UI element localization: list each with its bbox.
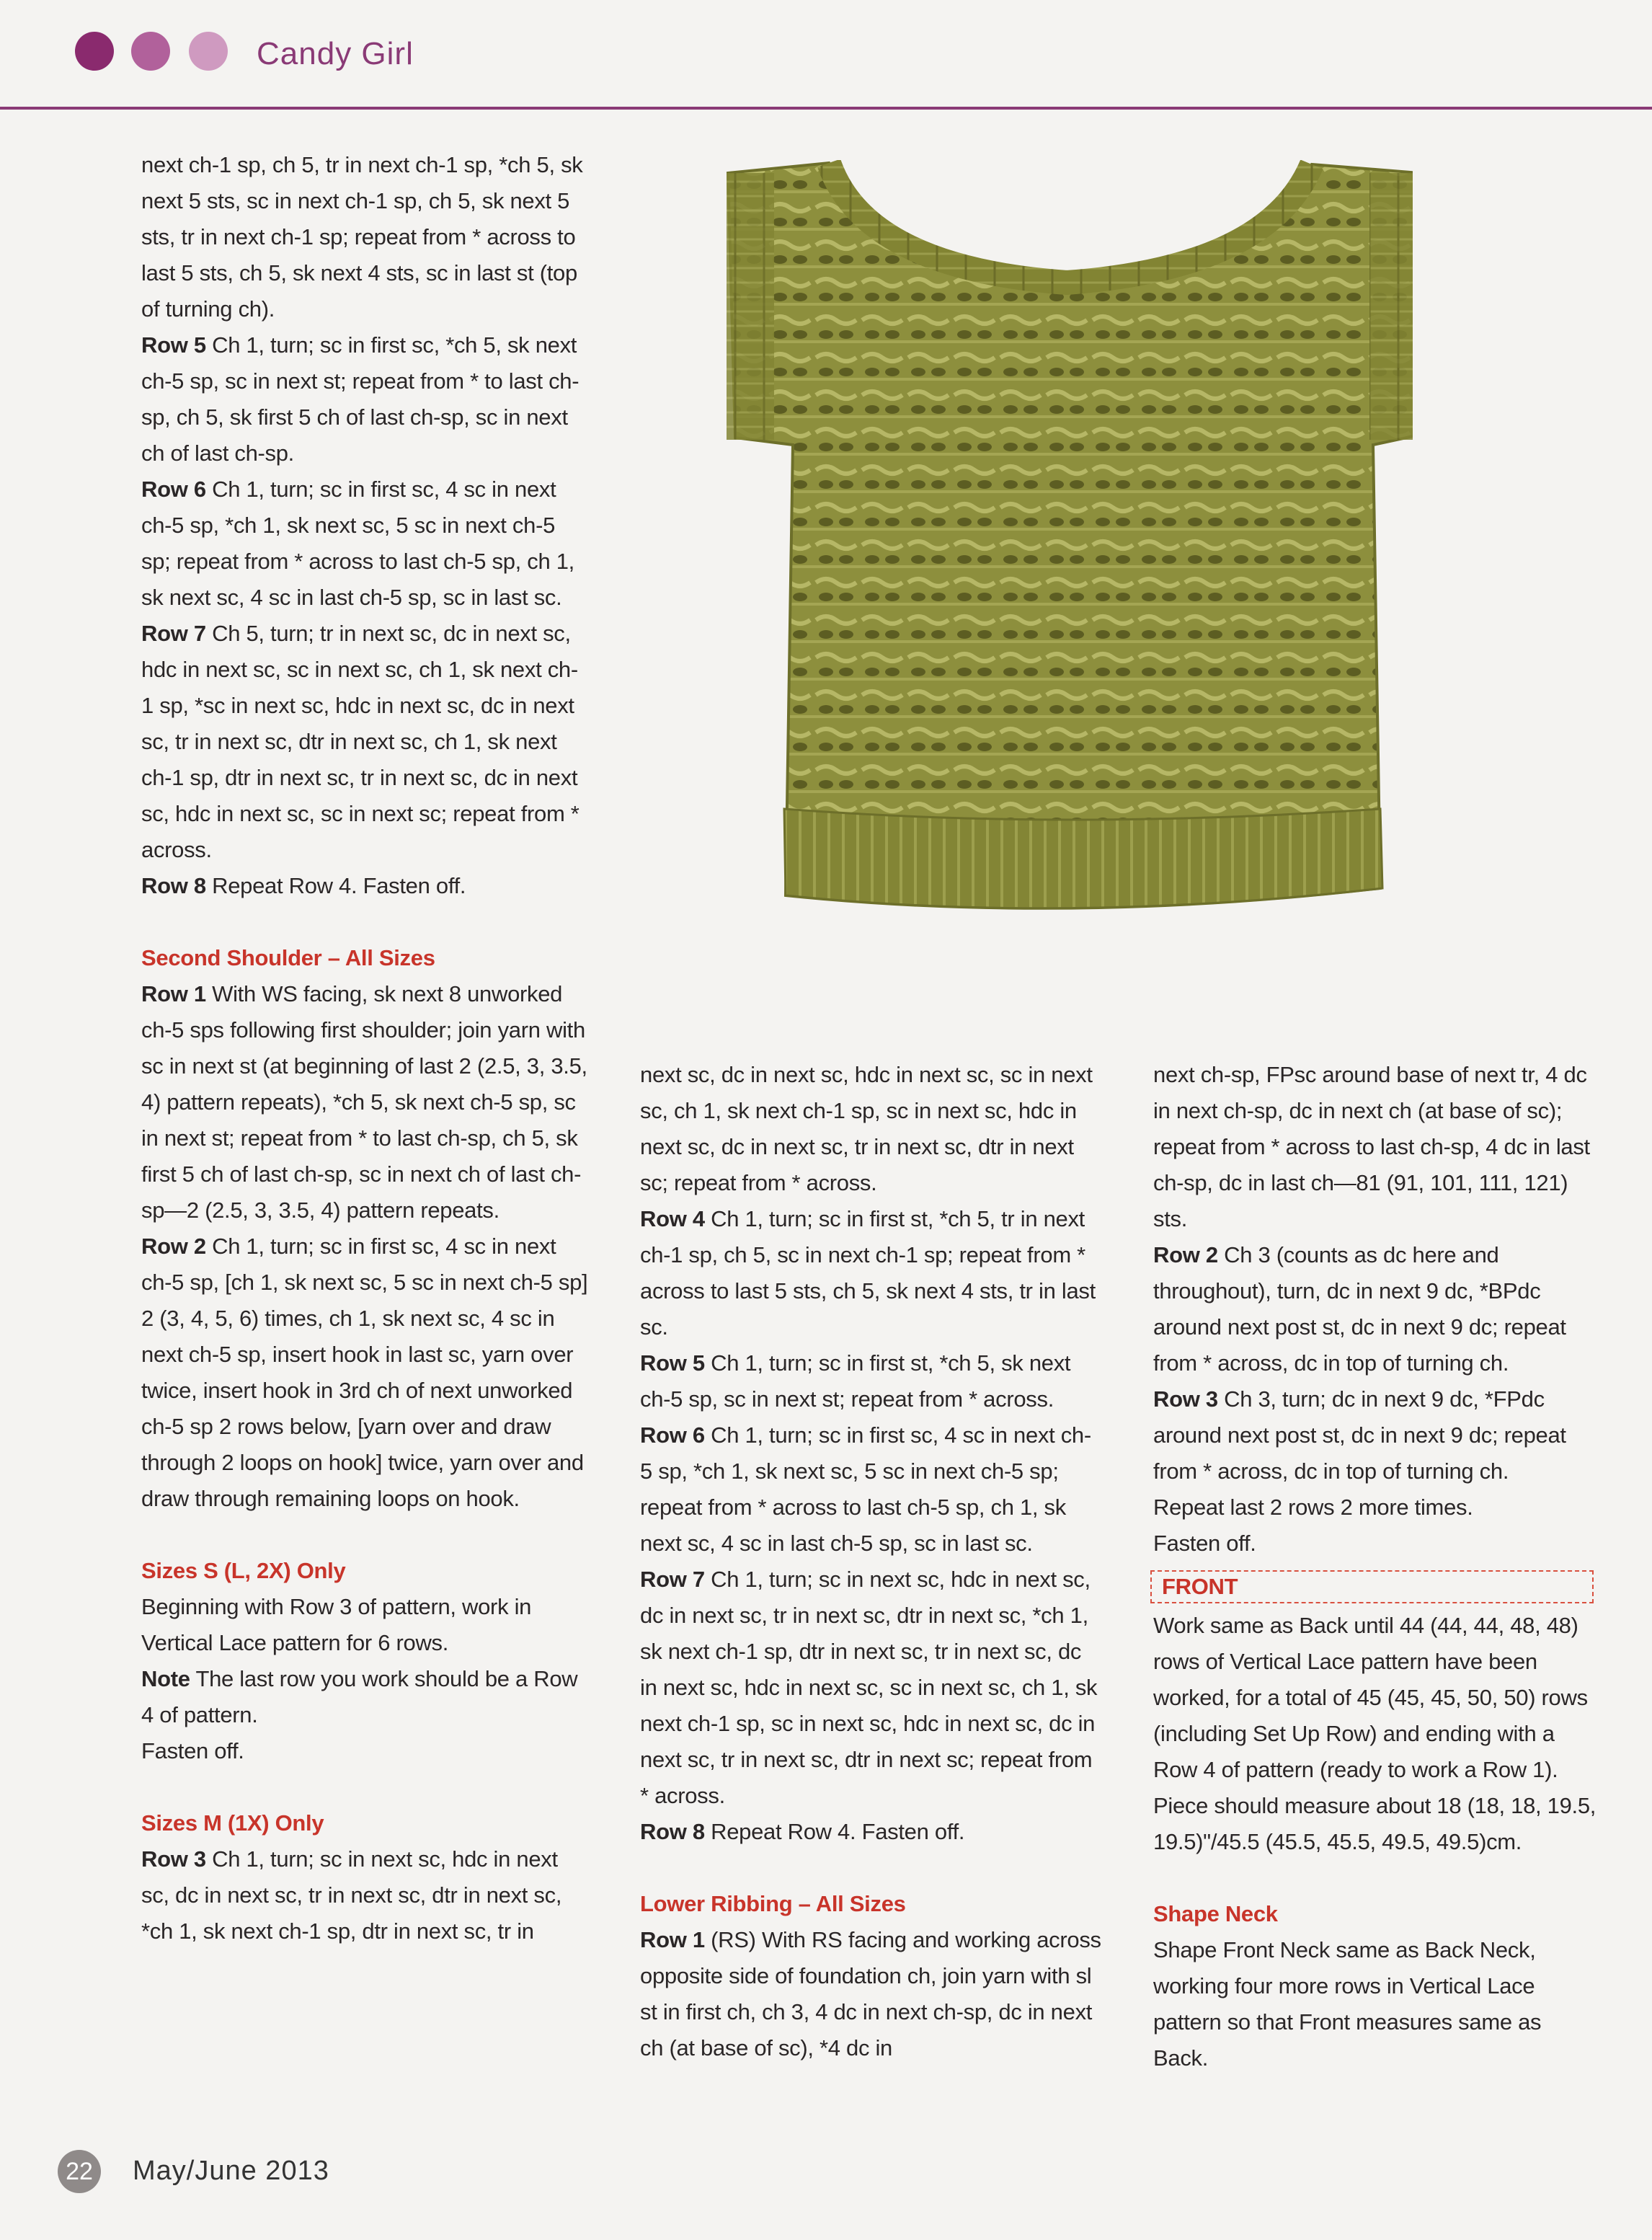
row-text: Ch 3 (counts as dc here and throughout), turn, dc in next 9 dc, *BPdc around next post st, dc in next 9 dc; repeat from * across, dc in top of turning ch.	[1153, 1242, 1566, 1376]
paragraph: Fasten off.	[141, 1738, 244, 1763]
row-label: Row 6	[141, 477, 206, 502]
row-text: Ch 1, turn; sc in first st, *ch 5, tr in next ch-1 sp, ch 5, sc in next ch-1 sp; repeat from * across to last 5 sts, ch 5, sk next 4 sts, tr in last sc.	[640, 1206, 1096, 1340]
paragraph: Fasten off.	[1153, 1531, 1256, 1556]
header-rule	[0, 107, 1652, 110]
paragraph	[141, 1841, 588, 1949]
note-text: The last row you work should be a Row 4 of pattern.	[141, 1666, 578, 1727]
section-heading: Second Shoulder – All Sizes	[141, 945, 435, 970]
section-heading: Shape Neck	[1153, 1901, 1278, 1926]
row-text: Ch 3, turn; dc in next 9 dc, *FPdc around next post st, dc in next 9 dc; repeat from * across, dc in top of turning ch.	[1153, 1386, 1566, 1484]
paragraph	[640, 1417, 1101, 1562]
row-text: Ch 1, turn; sc in first st, *ch 5, sk next ch-5 sp, sc in next st; repeat from * across.	[640, 1350, 1071, 1412]
paragraph	[141, 868, 588, 904]
row-text: Ch 1, turn; sc in first sc, 4 sc in next ch-5 sp, [ch 1, sk next sc, 5 sc in next ch-5 sp] 2 (3, 4, 5, 6) times, ch 1, sk next sc, 4 sc in next ch-5 sp, insert hook in last sc, yarn over twice, insert hook in 3rd ch of next unworked ch-5 sp 2 rows below, [yarn over and draw through 2 loops on hook] twice, yarn over and draw through remaining loops on hook.	[141, 1234, 588, 1511]
row-text: With WS facing, sk next 8 unworked ch-5 sps following first shoulder; join yarn with sc in next st (at beginning of last 2 (2.5, 3, 3.5, 4) pattern repeats), *ch 5, sk next ch-5 sp, sc in next st; repeat from * to last ch-sp, ch 5, sk first 5 ch of last ch-sp, sc in next ch of last ch-sp—2 (2.5, 3, 3.5, 4) pattern repeats.	[141, 981, 587, 1223]
row-label: Row 3	[141, 1846, 206, 1872]
row-text: Repeat Row 4. Fasten off.	[212, 873, 466, 898]
row-label: Row 2	[1153, 1242, 1218, 1267]
paragraph	[141, 976, 588, 1229]
paragraph: next sc, dc in next sc, hdc in next sc, sc in next sc, ch 1, sk next ch-1 sp, sc in next sc, hdc in next sc, dc in next sc, tr in next sc, dtr in next sc; repeat from * across.	[640, 1062, 1093, 1195]
front-heading-box	[1150, 1570, 1594, 1603]
paragraph: Beginning with Row 3 of pattern, work in Vertical Lace pattern for 6 rows.	[141, 1594, 532, 1655]
row-label: Row 2	[141, 1234, 206, 1259]
paragraph: Repeat last 2 rows 2 more times.	[1153, 1495, 1473, 1520]
page-header	[0, 0, 1652, 115]
row-text: Repeat Row 4. Fasten off.	[711, 1819, 965, 1844]
row-label: Row 7	[640, 1567, 705, 1592]
row-label: Row 8	[640, 1819, 705, 1844]
paragraph: Shape Front Neck same as Back Neck, working four more rows in Vertical Lace pattern so that Front measures same as Back.	[1153, 1937, 1542, 2071]
row-label: Row 4	[640, 1206, 705, 1231]
paragraph: Work same as Back until 44 (44, 44, 48, 48) rows of Vertical Lace pattern have been worked, for a total of 45 (45, 45, 50, 50) rows (including Set Up Row) and ending with a Row 4 of pattern (ready to work a Row 1). Piece should measure about 18 (18, 18, 19.5, 19.5)"/45.5 (45.5, 45.5, 49.5, 49.5)cm.	[1153, 1613, 1597, 1854]
paragraph	[640, 1814, 1101, 1850]
row-label: Row 5	[141, 332, 206, 358]
header-dot-dark	[75, 32, 114, 71]
paragraph	[141, 1661, 588, 1733]
section-heading: Sizes S (L, 2X) Only	[141, 1558, 346, 1583]
paragraph	[1153, 1381, 1600, 1489]
paragraph	[640, 1345, 1101, 1417]
section-title: Candy Girl	[257, 36, 414, 71]
row-text: Ch 1, turn; sc in first sc, *ch 5, sk next ch-5 sp, sc in next st; repeat from * to last ch-sp, ch 5, sk first 5 ch of last ch-sp, sc in next ch of last ch-sp.	[141, 332, 579, 466]
paragraph	[141, 327, 588, 472]
header-dot-light	[189, 32, 228, 71]
paragraph	[1153, 1237, 1600, 1381]
paragraph	[141, 616, 588, 868]
row-label: Row 6	[640, 1422, 705, 1448]
section-heading: Lower Ribbing – All Sizes	[640, 1891, 906, 1916]
row-text: Ch 1, turn; sc in next sc, hdc in next sc, dc in next sc, tr in next sc, dtr in next sc, *ch 1, sk next ch-1 sp, dtr in next sc, tr in	[141, 1846, 562, 1944]
column-left	[141, 147, 588, 1949]
column-right	[1153, 1057, 1600, 2076]
paragraph: next ch-1 sp, ch 5, tr in next ch-1 sp, *ch 5, sk next 5 sts, sc in next ch-1 sp, ch 5, sk next 5 sts, tr in next ch-1 sp; repeat from * across to last 5 sts, ch 5, sk next 4 sts, sc in last st (top of turning ch).	[141, 152, 583, 322]
paragraph	[640, 1562, 1101, 1814]
section-heading: Sizes M (1X) Only	[141, 1810, 324, 1836]
row-label: Row 3	[1153, 1386, 1218, 1412]
row-label: Row 1	[640, 1927, 705, 1952]
note-label: Note	[141, 1666, 190, 1691]
row-label: Row 5	[640, 1350, 705, 1376]
row-text: (RS) With RS facing and working across opposite side of foundation ch, join yarn with sl st in first ch, ch 3, 4 dc in next ch-sp, dc in next ch (at base of sc), *4 dc in	[640, 1927, 1101, 2060]
paragraph	[141, 472, 588, 616]
section-heading: FRONT	[1162, 1574, 1238, 1599]
issue-date: May/June 2013	[133, 2156, 329, 2186]
paragraph: next ch-sp, FPsc around base of next tr, 4 dc in next ch-sp, dc in next ch (at base of sc); repeat from * across to last ch-sp, 4 dc in last ch-sp, dc in last ch—81 (91, 101, 111, 121) sts.	[1153, 1062, 1590, 1231]
header-dot-medium	[131, 32, 170, 71]
row-label: Row 8	[141, 873, 206, 898]
paragraph	[640, 1922, 1101, 2066]
row-text: Ch 1, turn; sc in first sc, 4 sc in next ch-5 sp, *ch 1, sk next sc, 5 sc in next ch-5 sp; repeat from * across to last ch-5 sp, ch 1, sk next sc, 4 sc in last ch-5 sp, sc in last sc.	[640, 1422, 1091, 1556]
paragraph	[640, 1201, 1101, 1345]
row-text: Ch 1, turn; sc in next sc, hdc in next sc, dc in next sc, tr in next sc, dtr in next sc, *ch 1, sk next ch-1 sp, dtr in next sc, tr in next sc, dc in next sc, hdc in next sc, sc in next sc, ch 1, sk next ch-1 sp, sc in next sc, hdc in next sc, dc in next sc, tr in next sc, dtr in next sc; repeat from * across.	[640, 1567, 1098, 1808]
row-label: Row 7	[141, 621, 206, 646]
column-middle	[640, 1057, 1101, 2066]
paragraph	[141, 1229, 588, 1517]
crochet-top-photo	[721, 160, 1413, 946]
row-label: Row 1	[141, 981, 206, 1006]
page-number-badge: 22	[58, 2150, 101, 2193]
row-text: Ch 5, turn; tr in next sc, dc in next sc, hdc in next sc, sc in next sc, ch 1, sk next ch-1 sp, *sc in next sc, hdc in next sc, dc in next sc, tr in next sc, dtr in next sc, ch 1, sk next ch-1 sp, dtr in next sc, tr in next sc, dc in next sc, hdc in next sc, sc in next sc; repeat from * across.	[141, 621, 579, 862]
row-text: Ch 1, turn; sc in first sc, 4 sc in next ch-5 sp, *ch 1, sk next sc, 5 sc in next ch-5 sp; repeat from * across to last ch-5 sp, ch 1, sk next sc, 4 sc in last ch-5 sp, sc in last sc.	[141, 477, 574, 610]
